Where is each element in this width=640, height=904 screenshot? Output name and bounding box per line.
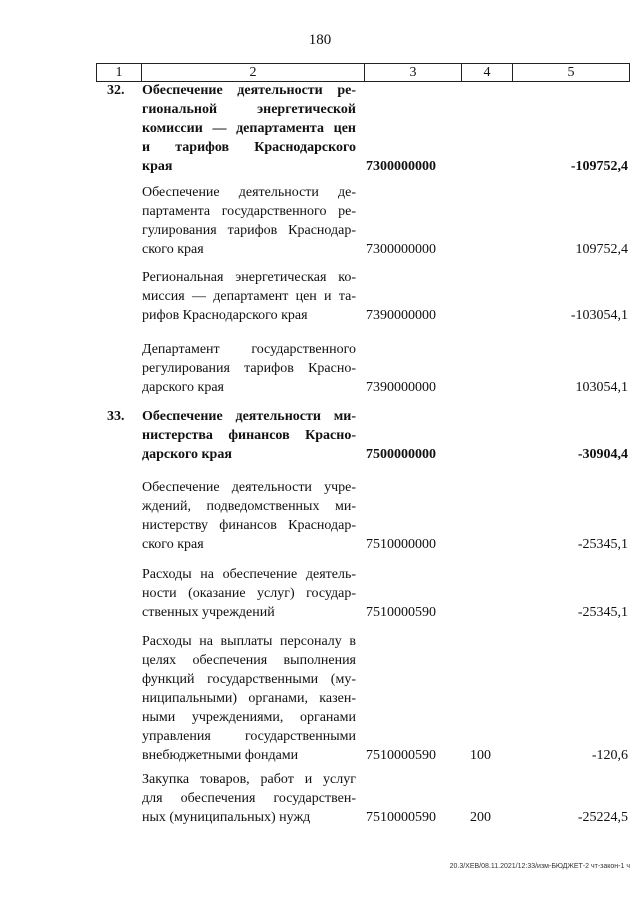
row-expense-type: 200 [470, 810, 491, 825]
row-description [142, 268, 356, 325]
row-number: 32. [107, 83, 125, 98]
row-description [142, 478, 356, 554]
description-line: функций государственными (му- [142, 672, 356, 687]
description-line: дарского края [142, 447, 232, 462]
description-line: управления государственными [142, 729, 356, 744]
description-line: Расходы на выплаты персоналу в [142, 634, 356, 649]
description-line: Обеспечение деятельности учре- [142, 480, 356, 495]
row-amount: -25345,1 [577, 537, 628, 552]
row-amount: 109752,4 [575, 242, 628, 257]
description-line: дарского края [142, 380, 224, 395]
description-line: Расходы на обеспечение деятель- [142, 567, 356, 582]
description-line: ственных учреждений [142, 605, 275, 620]
row-amount: -25345,1 [577, 605, 628, 620]
description-line: ными учреждениями, органами [142, 710, 356, 725]
description-line: края [142, 159, 173, 174]
row-description [142, 183, 356, 259]
row-expense-type: 100 [470, 748, 491, 763]
row-amount: -120,6 [591, 748, 628, 763]
description-line: Региональная энергетическая ко- [142, 270, 356, 285]
description-line: комиссии — департамента цен [142, 121, 356, 136]
description-line: ности (оказание услуг) государ- [142, 586, 356, 601]
description-line: ниципальными) органами, казен- [142, 691, 356, 706]
description-line: внебюджетными фондами [142, 748, 299, 763]
description-line: Обеспечение деятельности де- [142, 185, 356, 200]
description-line: рифов Краснодарского края [142, 308, 308, 323]
row-code: 7300000000 [366, 242, 436, 257]
description-line: нистерства финансов Красно- [142, 428, 356, 443]
header-col-4: 4 [462, 64, 513, 82]
description-line: гулирования тарифов Краснодар- [142, 223, 356, 238]
description-line: регулирования тарифов Красно- [142, 361, 356, 376]
description-line: ского края [142, 537, 204, 552]
row-code: 7510000590 [366, 605, 436, 620]
description-line: ского края [142, 242, 204, 257]
description-line: нистерству финансов Краснодар- [142, 518, 356, 533]
row-code: 7390000000 [366, 308, 436, 323]
row-code: 7300000000 [366, 159, 436, 174]
page-number: 180 [308, 32, 332, 48]
header-col-5: 5 [513, 64, 630, 82]
row-description [142, 340, 356, 397]
description-line: партамента государственного ре- [142, 204, 356, 219]
description-line: Обеспечение деятельности ре- [142, 83, 356, 98]
row-description [142, 770, 356, 827]
row-code: 7500000000 [366, 447, 436, 462]
row-amount: 103054,1 [575, 380, 628, 395]
description-line: для обеспечения государствен- [142, 791, 356, 806]
row-code: 7510000590 [366, 810, 436, 825]
row-amount: -103054,1 [570, 308, 628, 323]
description-line: ных (муниципальных) нужд [142, 810, 311, 825]
row-number: 33. [107, 409, 125, 424]
table-header [96, 63, 630, 82]
description-line: Закупка товаров, работ и услуг [142, 772, 356, 787]
row-amount: -25224,5 [577, 810, 628, 825]
row-amount: -30904,4 [577, 447, 628, 462]
footer-stamp: 20.3/ХЕВ/08.11.2021/12:33/изм-БЮДЖЕТ-2 чт-закон-1 ч [449, 863, 630, 870]
header-col-2: 2 [142, 64, 365, 82]
description-line: целях обеспечения выполнения [142, 653, 356, 668]
row-description [142, 407, 356, 464]
description-line: Обеспечение деятельности ми- [142, 409, 356, 424]
description-line: Департамент государственного [142, 342, 356, 357]
row-amount: -109752,4 [570, 159, 628, 174]
row-description [142, 81, 356, 176]
row-description [142, 565, 356, 622]
row-description [142, 632, 356, 765]
description-line: и тарифов Краснодарского [142, 140, 356, 155]
row-code: 7510000590 [366, 748, 436, 763]
row-code: 7390000000 [366, 380, 436, 395]
header-col-3: 3 [365, 64, 462, 82]
row-code: 7510000000 [366, 537, 436, 552]
description-line: гиональной энергетической [142, 102, 356, 117]
header-col-1: 1 [97, 64, 142, 82]
description-line: миссия — департамент цен и та- [142, 289, 356, 304]
description-line: ждений, подведомственных ми- [142, 499, 356, 514]
